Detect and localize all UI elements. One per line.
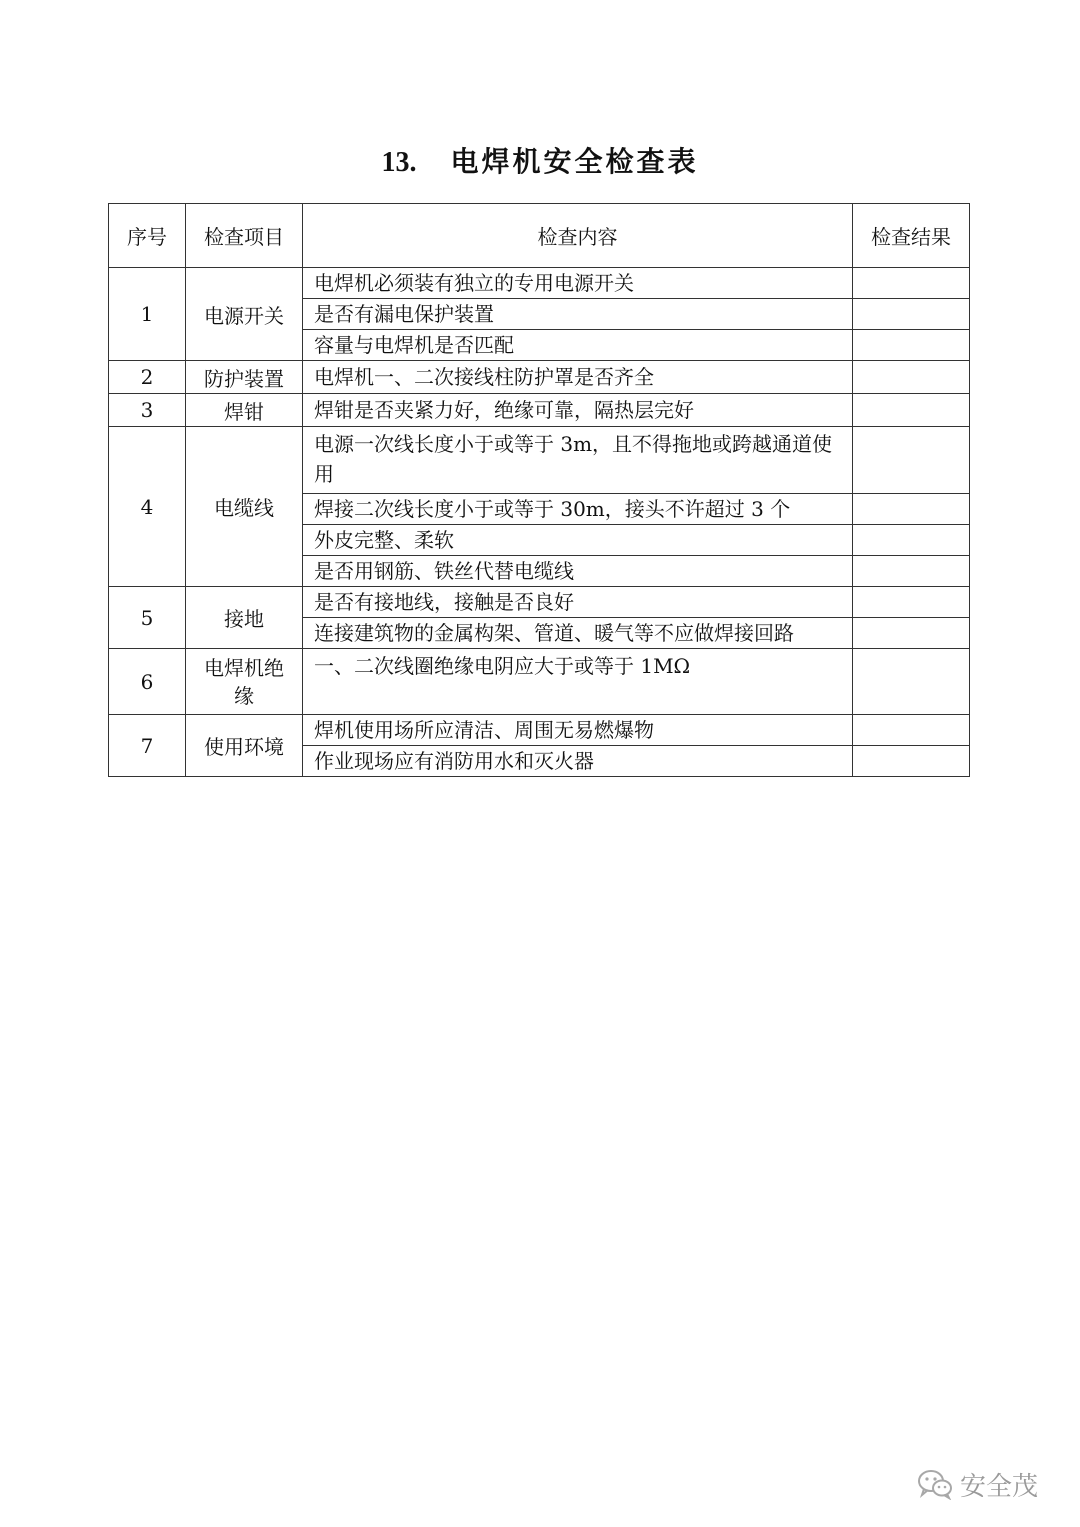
row-content: 一、二次线圈绝缘电阴应大于或等于 1MΩ [303,649,853,715]
header-content: 检查内容 [303,204,853,268]
row-content: 是否用钢筋、铁丝代替电缆线 [303,556,853,587]
result-cell[interactable] [853,587,970,618]
table-row [109,649,970,715]
row-content: 焊机使用场所应清洁、周围无易燃爆物 [303,715,853,746]
result-cell[interactable] [853,746,970,777]
row-item: 电缆线 [186,427,303,587]
result-cell[interactable] [853,618,970,649]
watermark [916,1466,1038,1502]
header-item: 检查项目 [186,204,303,268]
row-item: 电源开关 [186,268,303,361]
row-content: 作业现场应有消防用水和灭火器 [303,746,853,777]
row-content: 外皮完整、柔软 [303,525,853,556]
row-no: 4 [109,427,186,587]
header-no: 序号 [109,204,186,268]
title-text: 电焊机安全检查表 [450,145,699,178]
row-content: 电焊机必须装有独立的专用电源开关 [303,268,853,299]
table-row [109,587,970,618]
row-item: 防护装置 [186,361,303,394]
result-cell[interactable] [853,299,970,330]
result-cell[interactable] [853,649,970,715]
wechat-icon [916,1468,954,1500]
row-item: 焊钳 [186,394,303,427]
row-no: 3 [109,394,186,427]
row-content: 焊钳是否夹紧力好，绝缘可靠，隔热层完好 [303,394,853,427]
row-item: 电焊机绝缘 [204,655,284,708]
row-content: 连接建筑物的金属构架、管道、暖气等不应做焊接回路 [303,618,853,649]
row-content: 电源一次线长度小于或等于 3m，且不得拖地或跨越通道使用 [303,427,853,494]
watermark-text: 安全茂 [960,1471,1039,1502]
result-cell[interactable] [853,394,970,427]
safety-check-table [108,203,970,777]
row-no: 1 [109,268,186,361]
row-content: 是否有漏电保护装置 [303,299,853,330]
row-no: 6 [109,649,186,715]
table-row [109,361,970,394]
result-cell[interactable] [853,361,970,394]
table-row [109,715,970,746]
row-content: 容量与电焊机是否匹配 [303,330,853,361]
title-number: 13. [381,147,417,178]
page-title [0,140,1080,185]
table-row [109,394,970,427]
table-row [109,427,970,494]
result-cell[interactable] [853,556,970,587]
result-cell[interactable] [853,268,970,299]
row-item-cell [186,649,303,715]
result-cell[interactable] [853,330,970,361]
row-item: 使用环境 [186,715,303,777]
row-no: 7 [109,715,186,777]
row-no: 5 [109,587,186,649]
row-content: 焊接二次线长度小于或等于 30m，接头不许超过 3 个 [303,494,853,525]
result-cell[interactable] [853,494,970,525]
row-item: 接地 [186,587,303,649]
table-row [109,268,970,299]
table-header-row [109,204,970,268]
row-content: 是否有接地线，接触是否良好 [303,587,853,618]
result-cell[interactable] [853,427,970,494]
result-cell[interactable] [853,715,970,746]
row-no: 2 [109,361,186,394]
row-content: 电焊机一、二次接线柱防护罩是否齐全 [303,361,853,394]
result-cell[interactable] [853,525,970,556]
header-result: 检查结果 [853,204,970,268]
